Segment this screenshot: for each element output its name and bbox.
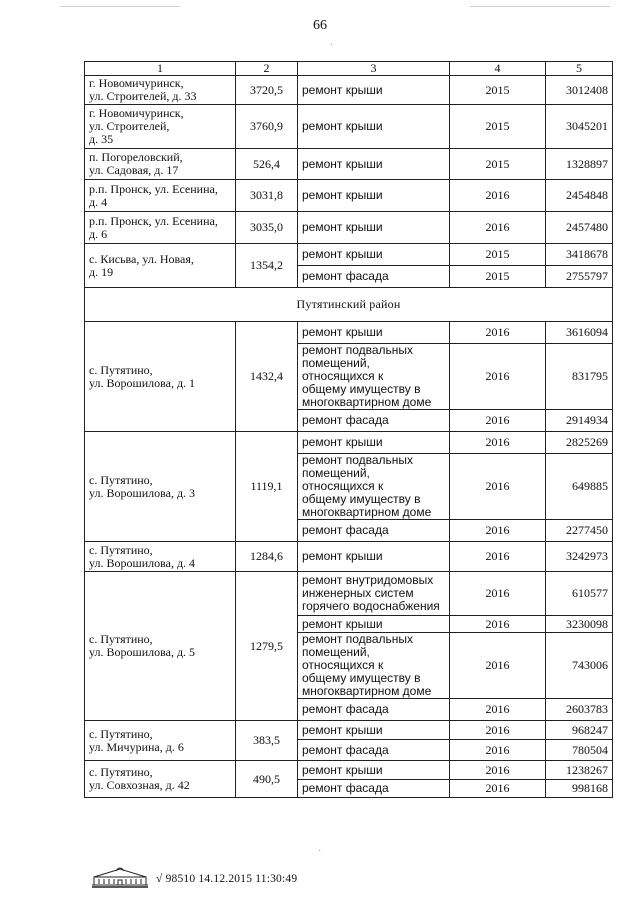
table-row [85, 76, 613, 105]
work-type-cell: ремонт фасада [298, 699, 450, 721]
work-type-cell: ремонт крыши [298, 244, 450, 266]
address-cell: с. Путятино, ул. Ворошилова, д. 1 [85, 322, 236, 432]
year-cell: 2016 [450, 721, 546, 740]
header-col-1: 1 [85, 62, 236, 76]
work-type-cell: ремонт фасада [298, 410, 450, 432]
address-cell: г. Новомичуринск, ул. Строителей, д. 33 [85, 76, 236, 105]
work-type-cell: ремонт крыши [298, 721, 450, 740]
cost-cell: 780504 [546, 740, 613, 761]
area-cell: 383,5 [236, 721, 298, 761]
table-row [85, 432, 613, 454]
scan-speck: · [330, 40, 334, 51]
address-cell: с. Путятино, ул. Ворошилова, д. 3 [85, 432, 236, 542]
address-cell: г. Новомичуринск, ул. Строителей, д. 35 [85, 105, 236, 149]
table-row [85, 149, 613, 180]
cost-cell: 3012408 [546, 76, 613, 105]
address-cell: с. Путятино, ул. Мичурина, д. 6 [85, 721, 236, 761]
year-cell: 2016 [450, 699, 546, 721]
cost-cell: 743006 [546, 633, 613, 699]
area-cell: 526,4 [236, 149, 298, 180]
year-cell: 2015 [450, 266, 546, 288]
cost-cell: 831795 [546, 344, 613, 410]
year-cell: 2016 [450, 780, 546, 798]
work-type-cell: ремонт крыши [298, 432, 450, 454]
address-cell: п. Погореловский, ул. Садовая, д. 17 [85, 149, 236, 180]
scan-edge-line-left [60, 6, 180, 7]
table-row [85, 721, 613, 740]
area-cell: 490,5 [236, 761, 298, 798]
work-type-cell: ремонт внутридомовых инженерных систем горячего водоснабжения [298, 572, 450, 616]
document-stamp: √ 98510 14.12.2015 11:30:49 [156, 873, 298, 885]
header-col-4: 4 [450, 62, 546, 76]
work-type-cell: ремонт крыши [298, 322, 450, 344]
work-type-cell: ремонт подвальных помещений, относящихся к общему имуществу в многоквартирном доме [298, 633, 450, 699]
cost-cell: 3616094 [546, 322, 613, 344]
header-col-5: 5 [546, 62, 613, 76]
year-cell: 2015 [450, 76, 546, 105]
table-row [85, 180, 613, 212]
cost-cell: 998168 [546, 780, 613, 798]
year-cell: 2016 [450, 572, 546, 616]
year-cell: 2016 [450, 344, 546, 410]
work-type-cell: ремонт крыши [298, 105, 450, 149]
work-type-cell: ремонт крыши [298, 761, 450, 780]
cost-cell: 2277450 [546, 520, 613, 542]
work-type-cell: ремонт фасада [298, 520, 450, 542]
cost-cell: 2825269 [546, 432, 613, 454]
cost-cell: 2454848 [546, 180, 613, 212]
work-type-cell: ремонт крыши [298, 616, 450, 633]
region-heading-row [85, 288, 613, 322]
cost-cell: 2755797 [546, 266, 613, 288]
cost-cell: 1328897 [546, 149, 613, 180]
address-cell: с. Путятино, ул. Ворошилова, д. 4 [85, 542, 236, 572]
year-cell: 2016 [450, 616, 546, 633]
building-emblem-icon [90, 864, 150, 888]
work-type-cell: ремонт фасада [298, 266, 450, 288]
year-cell: 2015 [450, 244, 546, 266]
table-row [85, 542, 613, 572]
year-cell: 2016 [450, 761, 546, 780]
table-header-row [85, 62, 613, 76]
year-cell: 2016 [450, 520, 546, 542]
year-cell: 2016 [450, 542, 546, 572]
page-number: 66 [313, 18, 327, 33]
cost-cell: 649885 [546, 454, 613, 520]
year-cell: 2016 [450, 432, 546, 454]
area-cell: 1284,6 [236, 542, 298, 572]
year-cell: 2016 [450, 410, 546, 432]
address-cell: с. Кисьва, ул. Новая, д. 19 [85, 244, 236, 288]
work-type-cell: ремонт крыши [298, 76, 450, 105]
work-type-cell: ремонт крыши [298, 149, 450, 180]
header-col-2: 2 [236, 62, 298, 76]
cost-cell: 2457480 [546, 212, 613, 244]
year-cell: 2016 [450, 322, 546, 344]
address-cell: с. Путятино, ул. Совхозная, д. 42 [85, 761, 236, 798]
cost-cell: 2603783 [546, 699, 613, 721]
address-cell: р.п. Пронск, ул. Есенина, д. 6 [85, 212, 236, 244]
year-cell: 2016 [450, 740, 546, 761]
year-cell: 2016 [450, 212, 546, 244]
repair-schedule-table [84, 61, 613, 798]
area-cell: 3035,0 [236, 212, 298, 244]
table-row [85, 105, 613, 149]
area-cell: 1354,2 [236, 244, 298, 288]
work-type-cell: ремонт крыши [298, 542, 450, 572]
region-heading: Путятинский район [85, 288, 613, 322]
work-type-cell: ремонт подвальных помещений, относящихся к общему имуществу в многоквартирном доме [298, 454, 450, 520]
table-row [85, 572, 613, 616]
table-row [85, 212, 613, 244]
year-cell: 2016 [450, 454, 546, 520]
area-cell: 1432,4 [236, 322, 298, 432]
table-row [85, 761, 613, 780]
cost-cell: 3242973 [546, 542, 613, 572]
cost-cell: 3230098 [546, 616, 613, 633]
table-row [85, 244, 613, 266]
address-cell: с. Путятино, ул. Ворошилова, д. 5 [85, 572, 236, 721]
scan-speck: · [318, 846, 322, 857]
area-cell: 3031,8 [236, 180, 298, 212]
cost-cell: 2914934 [546, 410, 613, 432]
header-col-3: 3 [298, 62, 450, 76]
work-type-cell: ремонт крыши [298, 212, 450, 244]
area-cell: 3760,9 [236, 105, 298, 149]
cost-cell: 3418678 [546, 244, 613, 266]
year-cell: 2016 [450, 633, 546, 699]
year-cell: 2016 [450, 180, 546, 212]
document-footer [90, 862, 297, 888]
work-type-cell: ремонт подвальных помещений, относящихся к общему имуществу в многоквартирном доме [298, 344, 450, 410]
table-row [85, 322, 613, 344]
work-type-cell: ремонт крыши [298, 180, 450, 212]
area-cell: 3720,5 [236, 76, 298, 105]
cost-cell: 1238267 [546, 761, 613, 780]
work-type-cell: ремонт фасада [298, 740, 450, 761]
scan-edge-line-right [470, 6, 610, 7]
work-type-cell: ремонт фасада [298, 780, 450, 798]
cost-cell: 3045201 [546, 105, 613, 149]
area-cell: 1119,1 [236, 432, 298, 542]
area-cell: 1279,5 [236, 572, 298, 721]
cost-cell: 968247 [546, 721, 613, 740]
address-cell: р.п. Пронск, ул. Есенина, д. 4 [85, 180, 236, 212]
cost-cell: 610577 [546, 572, 613, 616]
year-cell: 2015 [450, 105, 546, 149]
year-cell: 2015 [450, 149, 546, 180]
